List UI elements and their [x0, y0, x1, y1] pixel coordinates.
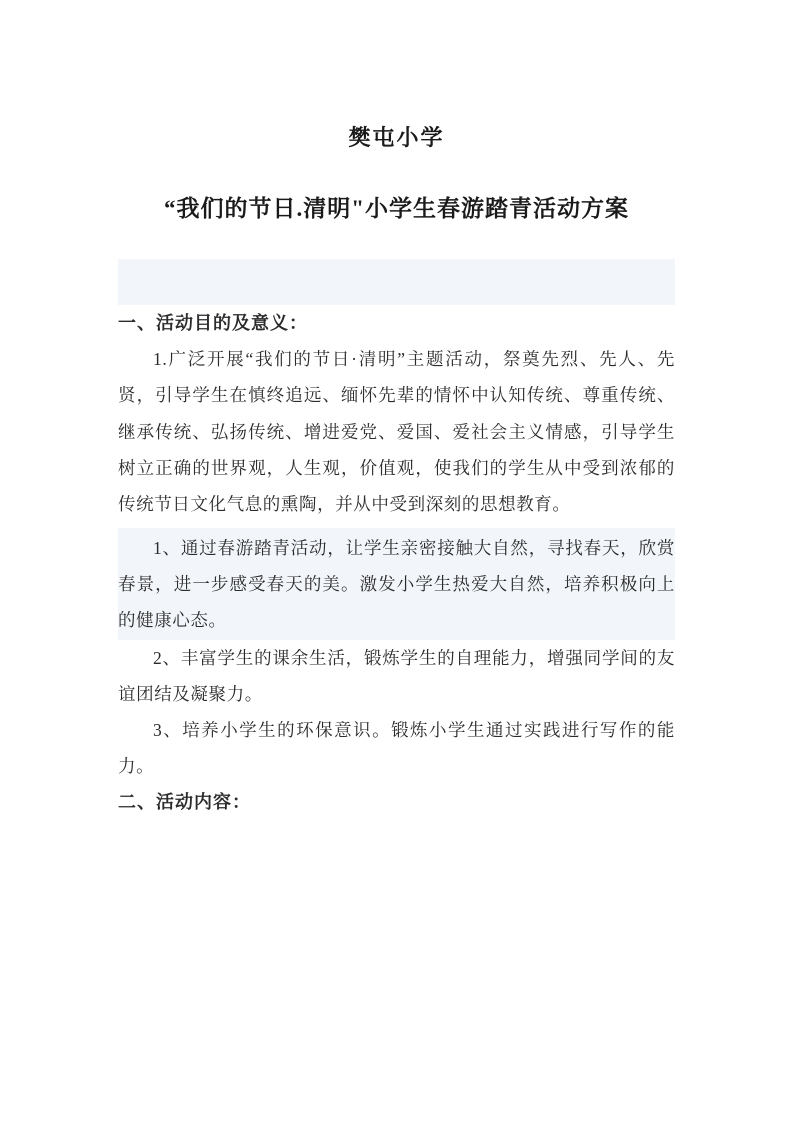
paragraph-purpose-2: 1、通过春游踏青活动，让学生亲密接触大自然，寻找春天，欣赏春景，进一步感受春天的美。激发小学生热爱大自然，培养积极向上的健康心态。: [118, 537, 675, 630]
school-title: 樊屯小学: [348, 125, 445, 150]
paragraph-purpose-3: 2、丰富学生的课余生活，锻炼学生的自理能力，增强同学间的友谊团结及凝聚力。: [118, 647, 675, 704]
section-heading-content: 二、活动内容：: [118, 792, 251, 812]
paragraph-purpose-1: 1.广泛开展“我们的节日·清明”主题活动，祭奠先烈、先人、先贤，引导学生在慎终追远、缅怀先辈的情怀中认知传统、尊重传统、继承传统、弘扬传统、增进爱党、爱国、爱社会主义情感，引导学生树立正确的世界观，人生观，价值观，使我们的学生从中受到浓郁的传统节日文化气息的熏陶，并从中受到深刻的思想教育。: [118, 349, 675, 514]
page-title: “我们的节日.清明"小学生春游踏青活动方案: [163, 196, 630, 222]
highlighted-block: [118, 528, 675, 640]
section-heading-purpose: 一、活动目的及意义：: [118, 313, 308, 334]
title-divider-band: [118, 259, 675, 305]
paragraph-purpose-4: 3、培养小学生的环保意识。锻炼小学生通过实践进行写作的能力。: [118, 719, 675, 776]
